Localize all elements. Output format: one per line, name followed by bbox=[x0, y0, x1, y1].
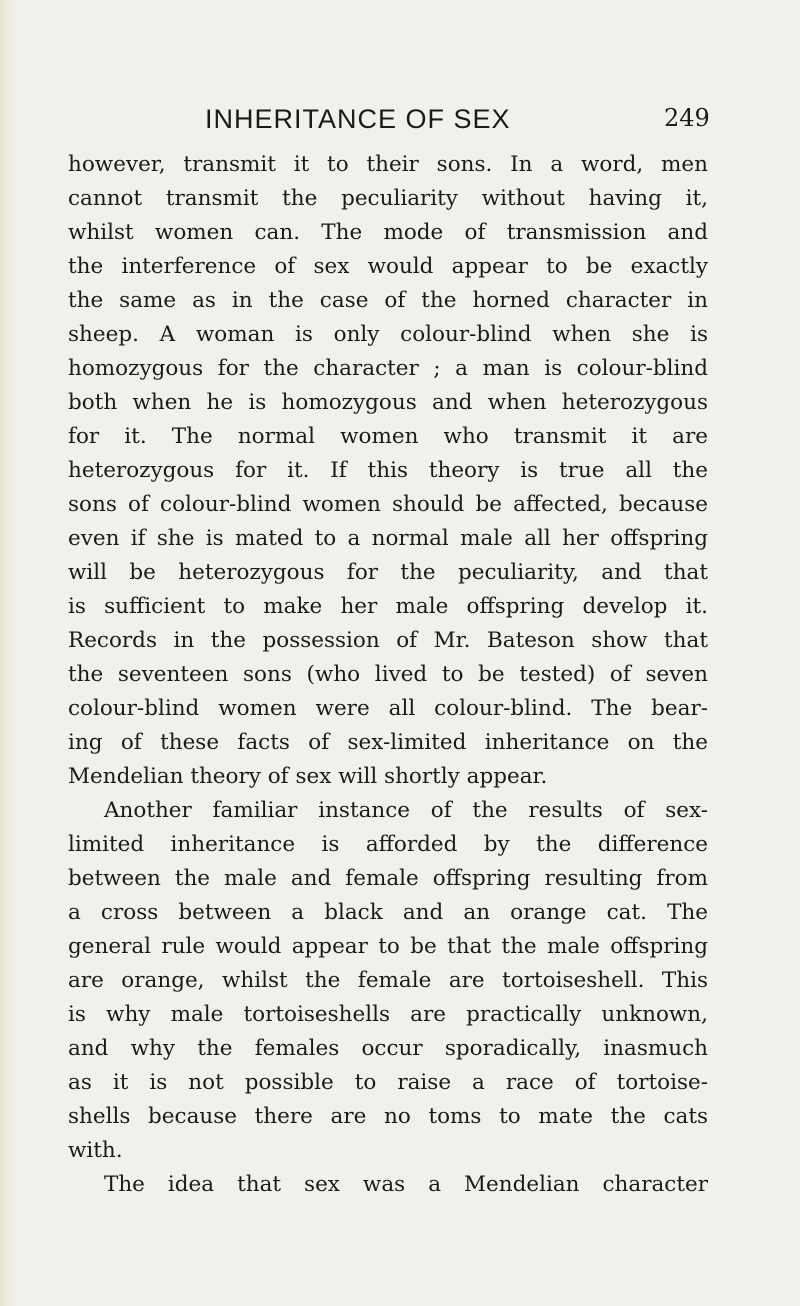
text-line: and why the females occur sporadically, inasmuch bbox=[68, 1036, 708, 1061]
text-line: are orange, whilst the female are tortoiseshell. This bbox=[68, 968, 708, 993]
text-line: heterozygous for it. If this theory is true all the bbox=[68, 458, 708, 483]
page-number: 249 bbox=[664, 104, 710, 132]
text-line: will be heterozygous for the peculiarity, and that bbox=[68, 560, 708, 585]
text-line: colour-blind women were all colour-blind. The bear- bbox=[68, 696, 708, 721]
text-line: with. bbox=[68, 1138, 123, 1163]
text-line: whilst women can. The mode of transmission and bbox=[68, 220, 708, 245]
running-head: INHERITANCE OF SEX bbox=[205, 104, 511, 134]
text-line: cannot transmit the peculiarity without having it, bbox=[68, 186, 708, 211]
text-line: shells because there are no toms to mate the cats bbox=[68, 1104, 708, 1129]
text-line: as it is not possible to raise a race of tortoise- bbox=[68, 1070, 708, 1095]
text-line: is why male tortoiseshells are practically unknown, bbox=[68, 1002, 708, 1027]
text-line: sons of colour-blind women should be affected, because bbox=[68, 492, 708, 517]
text-line: however, transmit it to their sons. In a word, men bbox=[68, 152, 708, 177]
text-line: sheep. A woman is only colour-blind when she is bbox=[68, 322, 708, 347]
text-line: general rule would appear to be that the male offspring bbox=[68, 934, 708, 959]
text-line: Records in the possession of Mr. Bateson show that bbox=[68, 628, 708, 653]
text-line: The idea that sex was a Mendelian character bbox=[104, 1172, 708, 1197]
text-line: ing of these facts of sex-limited inheritance on the bbox=[68, 730, 708, 755]
text-line: the same as in the case of the horned character in bbox=[68, 288, 708, 313]
text-line: Mendelian theory of sex will shortly appear. bbox=[68, 764, 548, 789]
text-line: for it. The normal women who transmit it are bbox=[68, 424, 708, 449]
text-line: the interference of sex would appear to be exactly bbox=[68, 254, 708, 279]
text-line: both when he is homozygous and when heterozygous bbox=[68, 390, 708, 415]
text-line: is sufficient to make her male offspring develop it. bbox=[68, 594, 708, 619]
text-line: even if she is mated to a normal male all her offspring bbox=[68, 526, 708, 551]
text-line: homozygous for the character ; a man is colour-blind bbox=[68, 356, 708, 381]
page-header bbox=[0, 104, 800, 144]
text-line: limited inheritance is afforded by the difference bbox=[68, 832, 708, 857]
text-line: between the male and female offspring resulting from bbox=[68, 866, 708, 891]
text-line: the seventeen sons (who lived to be tested) of seven bbox=[68, 662, 708, 687]
page-edge-shadow bbox=[0, 0, 16, 1306]
text-line: a cross between a black and an orange cat. The bbox=[68, 900, 708, 925]
text-line: Another familiar instance of the results of sex- bbox=[104, 798, 708, 823]
